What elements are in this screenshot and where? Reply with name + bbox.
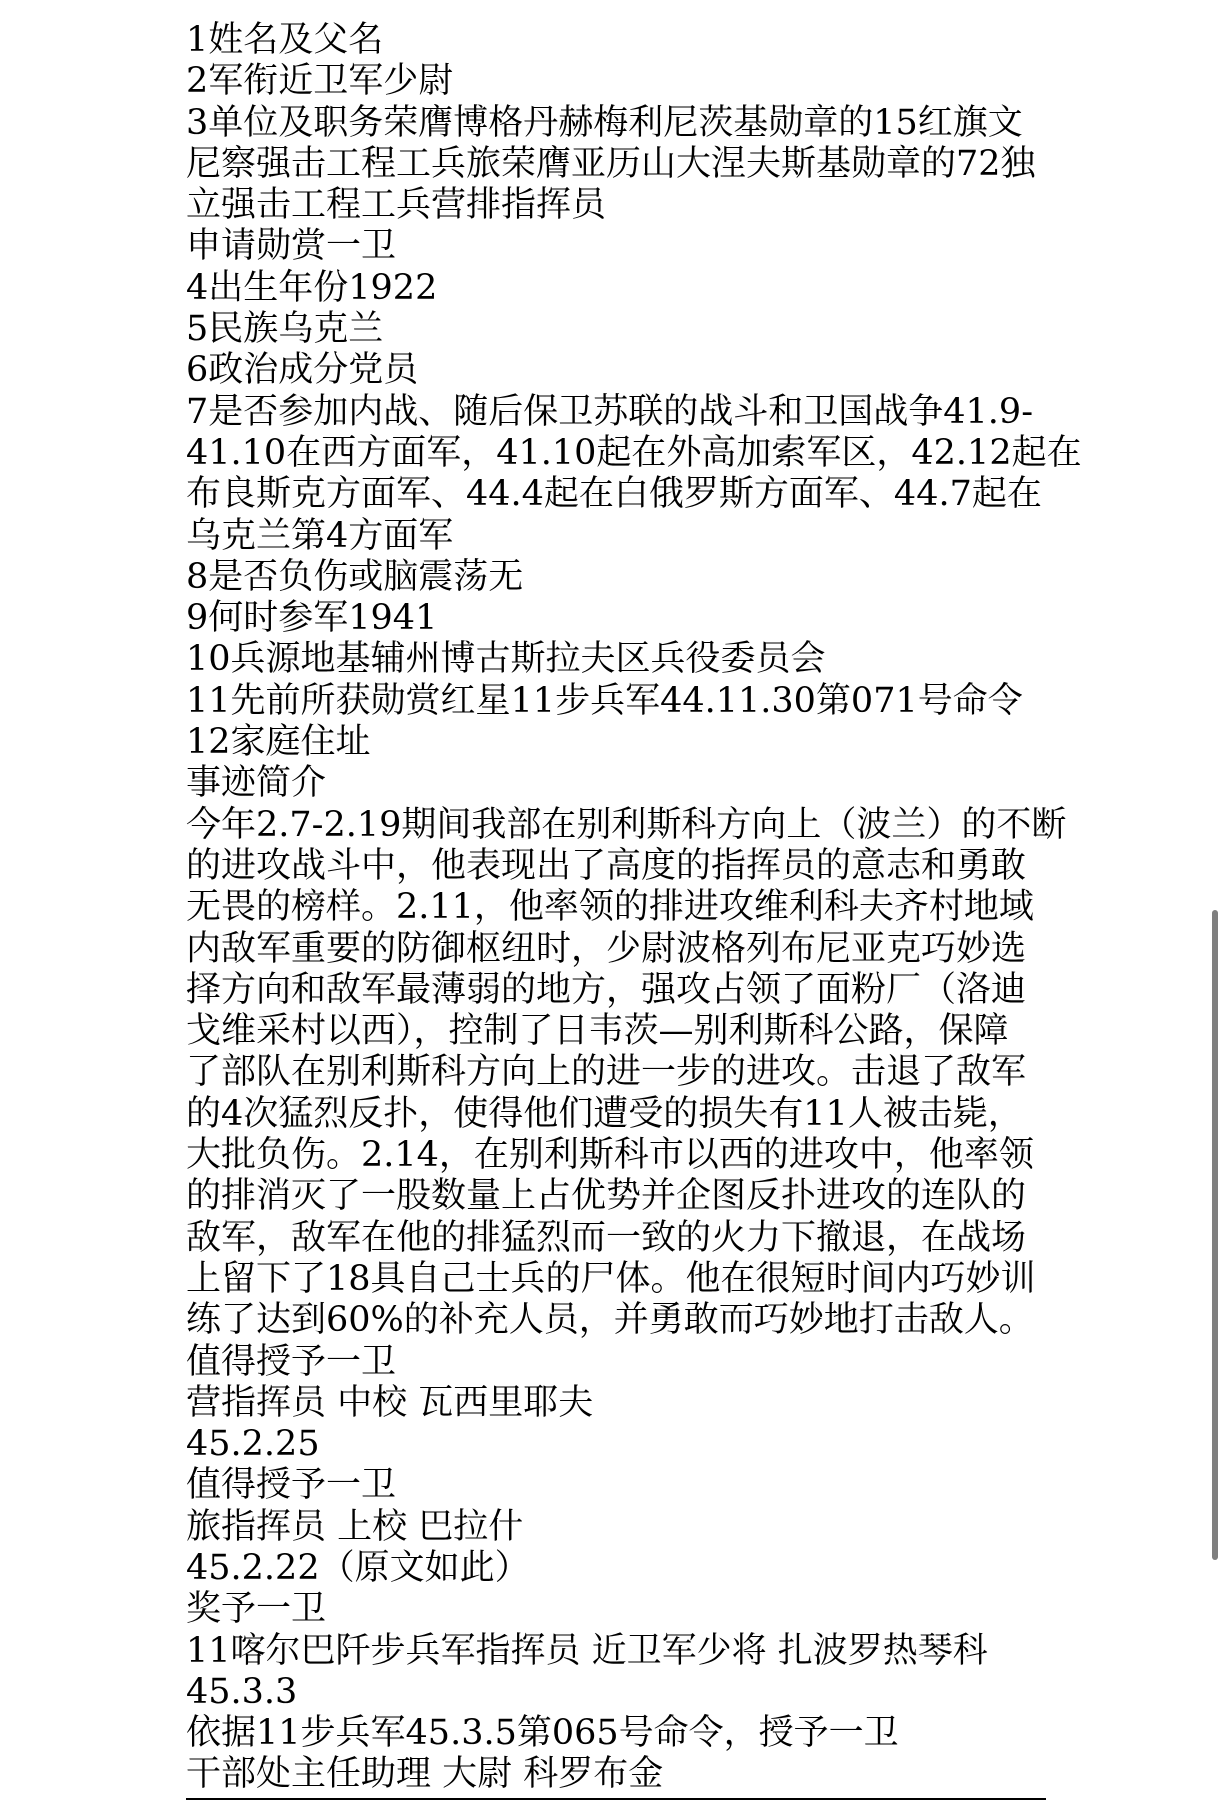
doc-line-date: 45.2.25 xyxy=(186,1424,320,1465)
doc-line-service: 7是否参加内战、随后保卫苏联的战斗和卫国战争41.9- xyxy=(186,391,1034,432)
doc-line-birth-year: 4出生年份1922 xyxy=(186,267,438,308)
doc-line-address: 12家庭住址 xyxy=(186,722,371,763)
doc-line-order: 依据11步兵军45.3.5第065号命令，授予一卫 xyxy=(186,1713,899,1754)
doc-line-summary: 大批负伤。2.14，在别利斯科市以西的进攻中，他率领 xyxy=(186,1135,1034,1176)
doc-line-date: 45.3.3 xyxy=(186,1671,298,1712)
doc-line-signatory: 旅指挥员 上校 巴拉什 xyxy=(186,1506,524,1547)
doc-line-prior-awards: 11先前所获勋赏红星11步兵军44.11.30第071号命令 xyxy=(186,680,1023,721)
doc-line-award-request: 申请勋赏一卫 xyxy=(186,226,397,267)
doc-line-summary: 练了达到60%的补充人员，并勇敢而巧妙地打击敌人。 xyxy=(186,1300,1034,1341)
doc-line-summary: 无畏的榜样。2.11，他率领的排进攻维利科夫齐村地域 xyxy=(186,887,1034,928)
doc-line-summary: 内敌军重要的防御枢纽时，少尉波格列布尼亚克巧妙选 xyxy=(186,928,1027,969)
doc-line-recommendation: 值得授予一卫 xyxy=(186,1341,397,1382)
doc-line-recommendation: 奖予一卫 xyxy=(186,1589,327,1630)
doc-line-date: 45.2.22（原文如此） xyxy=(186,1547,530,1588)
doc-line-unit: 3单位及职务荣膺博格丹赫梅利尼茨基勋章的15红旗文 xyxy=(186,102,1023,143)
doc-line-service-cont: 41.10在西方面军，41.10起在外高加索军区，42.12起在 xyxy=(186,432,1082,473)
doc-line-summary-heading: 事迹简介 xyxy=(186,763,327,804)
doc-line-draft-office: 10兵源地基辅州博古斯拉夫区兵役委员会 xyxy=(186,639,826,680)
doc-line-wounds: 8是否负伤或脑震荡无 xyxy=(186,556,524,597)
doc-line-unit-cont: 尼察强击工程工兵旅荣膺亚历山大涅夫斯基勋章的72独 xyxy=(186,143,1036,184)
scrollbar-thumb[interactable] xyxy=(1212,910,1218,1560)
doc-line-summary: 了部队在别利斯科方向上的进一步的进攻。击退了敌军 xyxy=(186,1052,1027,1093)
doc-line-signatory: 营指挥员 中校 瓦西里耶夫 xyxy=(186,1382,594,1423)
doc-line-nationality: 5民族乌克兰 xyxy=(186,309,384,350)
doc-line-name: 1姓名及父名 xyxy=(186,20,384,60)
doc-line-summary: 的4次猛烈反扑，使得他们遭受的损失有11人被击毙， xyxy=(186,1093,1023,1134)
doc-line-recommendation: 值得授予一卫 xyxy=(186,1465,397,1506)
doc-line-party: 6政治成分党员 xyxy=(186,350,419,391)
doc-line-summary: 的排消灭了一股数量上占优势并企图反扑进攻的连队的 xyxy=(186,1176,1027,1217)
doc-line-summary: 敌军，敌军在他的排猛烈而一致的火力下撤退，在战场 xyxy=(186,1217,1027,1258)
doc-line-signatory: 11喀尔巴阡步兵军指挥员 近卫军少将 扎波罗热琴科 xyxy=(186,1630,988,1671)
doc-line-summary: 的进攻战斗中，他表现出了高度的指挥员的意志和勇敢 xyxy=(186,845,1027,886)
doc-line-service-cont: 乌克兰第4方面军 xyxy=(186,515,454,556)
doc-line-enlisted: 9何时参军1941 xyxy=(186,598,438,639)
doc-line-rank: 2军衔近卫军少尉 xyxy=(186,61,454,102)
doc-line-summary: 上留下了18具自己士兵的尸体。他在很短时间内巧妙训 xyxy=(186,1258,1036,1299)
document-body xyxy=(186,20,1082,1800)
doc-line-summary: 今年2.7-2.19期间我部在别利斯科方向上（波兰）的不断 xyxy=(186,804,1067,845)
doc-line-summary: 择方向和敌军最薄弱的地方，强攻占领了面粉厂（洛迪 xyxy=(186,969,1027,1010)
doc-line-summary: 戈维采村以西），控制了日韦茨—别利斯科公路，保障 xyxy=(186,1011,1009,1052)
doc-line-service-cont: 布良斯克方面军、44.4起在白俄罗斯方面军、44.7起在 xyxy=(186,474,1042,515)
doc-line-unit-cont: 立强击工程工兵营排指挥员 xyxy=(186,185,607,226)
doc-line-signatory: 干部处主任助理 大尉 科罗布金 xyxy=(186,1754,1046,1799)
